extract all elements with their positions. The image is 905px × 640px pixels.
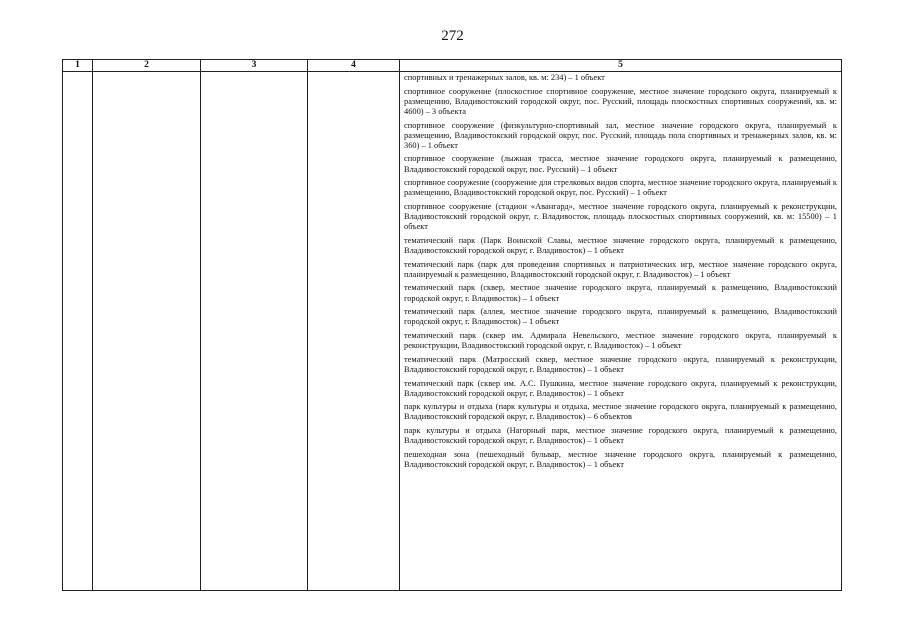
- column-header-5: 5: [400, 60, 842, 72]
- list-item: тематический парк (Матросский сквер, местное значение городского округа, планируемый к реконструкции, Владивостокский городской округ, г. Владивосток) – 1 объект: [404, 354, 837, 374]
- list-item: спортивное сооружение (плоскостное спортивное сооружение, местное значение городского округа, планируемый к размещению, Владивостокский городской округ, пос. Русский, площадь плоскостных спортивных сооружений, кв. м: 4600) – 3 объекта: [404, 86, 837, 116]
- list-item: пешеходная зона (пешеходный бульвар, местное значение городского округа, планируемый к размещению, Владивостокский городской округ, г. Владивосток) – 1 объект: [404, 449, 837, 469]
- page-number: 272: [441, 28, 464, 44]
- column-header-3: 3: [201, 60, 308, 72]
- list-item: парк культуры и отдыха (Нагорный парк, местное значение городского округа, планируемый к размещению, Владивостокский городской округ, г. Владивосток) – 1 объект: [404, 426, 837, 446]
- column-1-cell: [63, 72, 93, 591]
- list-item: тематический парк (сквер, местное значение городского округа, планируемый к размещению, Владивостокский городской округ, г. Владивосток) – 1 объект: [404, 283, 837, 303]
- list-item: спортивное сооружение (лыжная трасса, местное значение городского округа, планируемый к размещению, Владивостокский городской округ, пос. Русский) – 1 объект: [404, 154, 837, 174]
- list-item: спортивное сооружение (физкультурно-спортивный зал, местное значение городского округа, планируемый к размещению, Владивостокский городской округ, пос. Русский, площадь пола спортивных и тренажерных залов, кв. м: 360) – 1 объект: [404, 120, 837, 150]
- column-3-cell: [201, 72, 308, 591]
- column-header-2: 2: [93, 60, 201, 72]
- list-item: тематический парк (сквер им. Адмирала Невельского, местное значение городского округа, планируемый к реконструкции, Владивостокский городской округ, г. Владивосток) – 1 объект: [404, 331, 837, 351]
- list-item: тематический парк (аллея, местное значение городского округа, планируемый к размещению, Владивостокский городской округ, г. Владивосток) – 1 объект: [404, 307, 837, 327]
- column-2-cell: [93, 72, 201, 591]
- list-item: парк культуры и отдыха (парк культуры и отдыха, местное значение городского округа, планируемый к размещению, Владивостокский городской округ, г. Владивосток) – 6 объектов: [404, 402, 837, 422]
- document-table: [62, 59, 842, 591]
- column-header-4: 4: [308, 60, 400, 72]
- list-item: спортивное сооружение (стадион «Авангард», местное значение городского округа, планируемый к реконструкции, Владивостокский городской округ, г. Владивосток, площадь плоскостных спортивных сооружений, кв. м: 15500) – 1 объект: [404, 202, 837, 232]
- column-5-cell: [400, 72, 842, 591]
- table-header-row: [63, 60, 842, 72]
- column-4-cell: [308, 72, 400, 591]
- list-item: спортивное сооружение (сооружение для стрелковых видов спорта, местное значение городского округа, планируемый к размещению, Владивостокский городской округ, пос. Русский) – 1 объект: [404, 178, 837, 198]
- column-header-1: 1: [63, 60, 93, 72]
- list-item: тематический парк (Парк Воинской Славы, местное значение городского округа, планируемый к размещению, Владивостокский городской округ, г. Владивосток) – 1 объект: [404, 235, 837, 255]
- list-item: тематический парк (парк для проведения спортивных и патриотических игр, местное значение городского округа, планируемый к размещению, Владивостокский городской округ, г. Владивосток) – 1 объект: [404, 259, 837, 279]
- table-row: [63, 72, 842, 591]
- list-item: тематический парк (сквер им. А.С. Пушкина, местное значение городского округа, планируемый к реконструкции, Владивостокский городской округ, г. Владивосток) – 1 объект: [404, 378, 837, 398]
- entries-list: [400, 72, 841, 472]
- list-item: спортивных и тренажерных залов, кв. м: 234) – 1 объект: [404, 73, 605, 82]
